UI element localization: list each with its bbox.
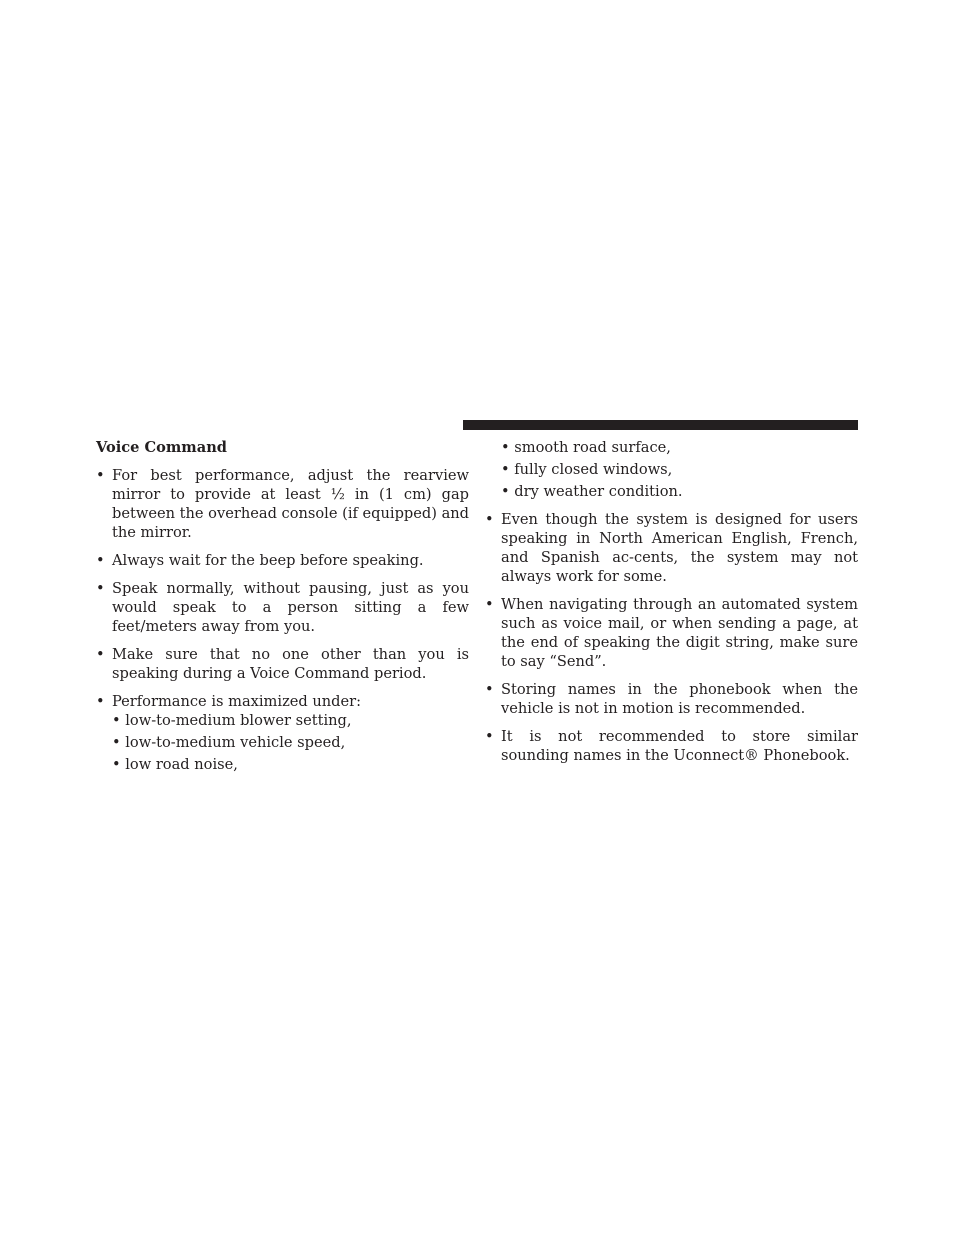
list-item: • Even though the system is designed for users speaking in North American English, French, and Spanish ac-cents, the system may not always work for some.	[485, 510, 858, 586]
sub-list-item: • low road noise,	[112, 755, 469, 774]
tips-list-right	[485, 510, 858, 765]
sub-list-item: • fully closed windows,	[501, 460, 858, 479]
list-item: • When navigating through an automated system such as voice mail, or when sending a page, at the end of speaking the digit string, make sure to say “Send”.	[485, 595, 858, 671]
tips-list-left	[96, 466, 469, 774]
sub-list-item: • dry weather condition.	[501, 482, 858, 501]
conditions-continued	[485, 438, 858, 501]
performance-label: Performance is maximized under:	[112, 693, 362, 710]
sub-list-item: • smooth road surface,	[501, 438, 858, 457]
sub-list-item: • low-to-medium blower setting,	[112, 711, 469, 730]
header-bar	[463, 420, 858, 430]
conditions-list-left	[112, 711, 469, 774]
section-title: Voice Command	[96, 439, 228, 456]
list-item: • It is not recommended to store similar sounding names in the Uconnect® Phonebook.	[485, 727, 858, 765]
sub-list-item: • low-to-medium vehicle speed,	[112, 733, 469, 752]
left-column	[96, 438, 469, 783]
right-column	[485, 438, 858, 774]
list-item: • Storing names in the phonebook when the vehicle is not in motion is recommended.	[485, 680, 858, 718]
list-item-performance	[96, 692, 469, 774]
list-item: • Make sure that no one other than you is speaking during a Voice Command period.	[96, 645, 469, 683]
conditions-list-right	[501, 438, 858, 501]
list-item: • Always wait for the beep before speaking.	[96, 551, 469, 570]
list-item: • For best performance, adjust the rearview mirror to provide at least ½ in (1 cm) gap between the overhead console (if equipped) and the mirror.	[96, 466, 469, 542]
list-item: • Speak normally, without pausing, just as you would speak to a person sitting a few feet/meters away from you.	[96, 579, 469, 636]
